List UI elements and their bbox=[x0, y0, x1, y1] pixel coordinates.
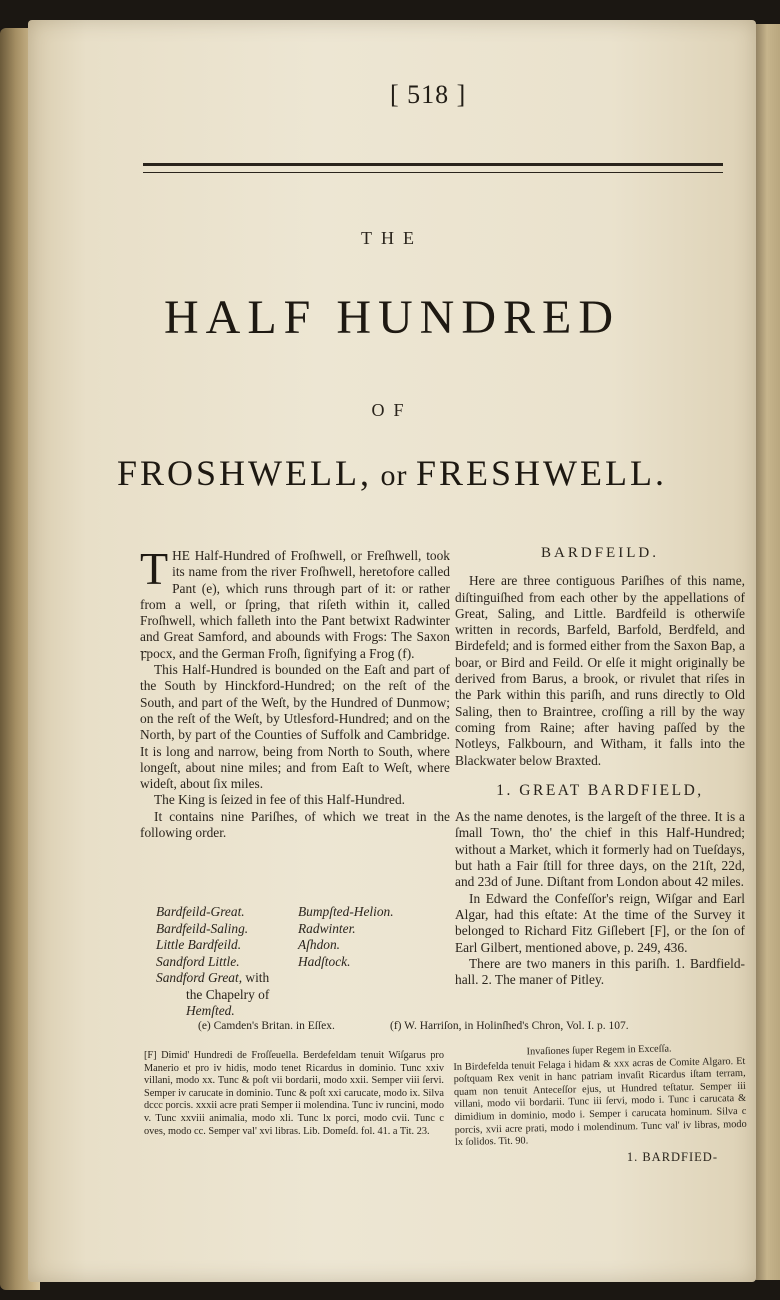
parish-item: Bardfeild-Saling. bbox=[156, 920, 249, 936]
domesday-note-left-text: [F] Dimid' Hundredi de Froſſeuella. Berdefeldam tenuit Wiſgarus pro Manerio et pro iv hidis, modo tenet Ricardus in dominio. Tunc xxiv villani, modo xx. Tunc & poſt vii bordarii, modo xxii. Semper viii ſervi. Semper iv carucate in dominio. Tunc & poſt xxi carucate, modo ix. Silva dccc porcis. xxxii acre prati Semper ii molendina. Tunc iv runcini, modo v. Tunc xxviii animalia, modo xli. Tunc lx porci, modo cvii. Tunc c oves, modo cc. Semper val' xvi libras. Lib. Domeſd. fol. 41. a Tit. 23. bbox=[144, 1050, 444, 1137]
parish-item: Hadſtock. bbox=[298, 953, 351, 969]
parish-item-name: Sandford Great, bbox=[156, 970, 243, 985]
title-main: HALF HUNDRED bbox=[164, 291, 620, 344]
parish-item: Bardfeild-Great. bbox=[156, 904, 245, 919]
domesday-note-right-text: In Birdefelda tenuit Felaga i hidam & xxx acras de Comite Algaro. Et poſtquam Rex venit in hanc patriam invaſit Ricardus iſtam terram, quam non tenuit Anteceſſor ejus, ut Hundred teſtatur. Semper iii villani, modo vii bordarii. Tunc iii ſervi, modo i. Tunc i carucata & dimidium in dominio, modo i. Semper i carucata hominum. Silva c porcis, xvii acre prati, modo i molendinum. Tunc val' iv libras, modo lx ſolidos. Tit. 90. bbox=[453, 1055, 747, 1149]
parishes-paragraph: It contains nine Pariſhes, of which we treat in the following order. bbox=[140, 808, 450, 841]
drop-cap: T bbox=[140, 543, 169, 594]
maners-paragraph: There are two maners in this pariſh. 1. Bardfield-hall. 2. The maner of Pitley. bbox=[455, 955, 745, 988]
domesday-note-left bbox=[144, 1050, 444, 1138]
title-froshwell: FROSHWELL, bbox=[117, 453, 372, 493]
section-heading-great-bardfield: 1. GREAT BARDFIELD, bbox=[496, 781, 704, 799]
section-heading-bardfeild: BARDFEILD. bbox=[541, 545, 659, 561]
parish-item-cont: Hemſted. bbox=[186, 1003, 235, 1018]
title-of: OF bbox=[371, 400, 413, 420]
intro-paragraph bbox=[140, 543, 450, 662]
title-the: THE bbox=[361, 228, 423, 248]
bounds-paragraph: This Half-Hundred is bounded on the Eaſt and part of the South by Hinckford-Hundred; on the reſt of the South, and part of the Weſt, by the Hundred of Dunmow; on the reſt of the Weſt, by Utlesford-Hundred; and on the North, by part of the Counties of Suffolk and Cambridge. It is long and narrow, being from North to South, where longeſt, about nine miles; and from Eaſt to Weſt, where wideſt, about ſix miles. bbox=[140, 662, 450, 792]
parish-item-cont: the Chapelry of bbox=[186, 986, 270, 1002]
domesday-note-right bbox=[453, 1042, 747, 1150]
great-bardfield-paragraph: As the name denotes, is the largeſt of the three. It is a ſmall Town, tho' the chief in this Half-Hundred; without a Market, which it formerly had on Tueſdays, but hath a Fair ſtill for three days, on the 21ſt, 22d, and 23d of June. Diſtant from London about 42 miles. bbox=[455, 809, 745, 890]
page-number: [ 518 ] bbox=[390, 80, 467, 109]
parish-item: Little Bardfeild. bbox=[156, 937, 242, 952]
confessor-paragraph: In Edward the Confeſſor's reign, Wiſgar and Earl Algar, had this eſtate: At the time of the Survey it belonged to Richard Fitz Giſlebert [F], or the ſon of Earl Gilbert, mentioned above, p. 249, 436. bbox=[455, 890, 745, 955]
title-or: or bbox=[372, 459, 416, 492]
catchword: 1. BARDFIED- bbox=[626, 1150, 718, 1164]
footnote-f: (f) W. Harriſon, in Holinſhed's Chron, Vol. I. p. 107. bbox=[390, 1020, 629, 1032]
parish-item: Bumpſted-Helion. bbox=[298, 904, 394, 919]
domesday-note-right-heading: Invaſiones ſuper Regem in Exceſſa. bbox=[526, 1043, 672, 1058]
parish-item-with: with bbox=[242, 970, 270, 985]
intro-text: HE Half-Hundred of Froſhwell, or Freſhwell, took its name from the river Froſhwell, heretofore called Pant (e), which runs through part of it: or rather from a well, or ſpring, that riſeth within it, called Froſhwell, which falleth into the Pant betwixt Radwinter and Great Samford, and abounds with Frogs: The Saxon ꝼpocx, and the German Froſh, ſignifying a Frog (f). bbox=[140, 548, 450, 661]
bardfeild-paragraph: Here are three contiguous Pariſhes of this name, diſtinguiſhed from each other by the appellations of Great, Saling, and Little. Bardfeild is otherwiſe written in records, Barfeld, Barfold, Berdfeld, and Birdefeld; and is formed either from the Saxon Bap, a boar, or Bird and Feild. Or elſe it might originally be derived from Barus, a brook, or rivulet that riſes in the Park within this pariſh, and runs directly to Old Saling, then to Braintree, croſſing a rill by the way coming from Raine; after having paſſed by the Notleys, Falkbourn, and Witham, it falls into the Blackwater below Braxted. bbox=[455, 573, 745, 768]
parish-item: Radwinter. bbox=[298, 920, 356, 936]
page-stack-right bbox=[754, 24, 780, 1280]
footnote-e: (e) Camden's Britan. in Eſſex. bbox=[198, 1020, 335, 1032]
parish-item bbox=[156, 970, 306, 987]
header-rule-thin bbox=[143, 172, 723, 173]
parish-item: Sandford Little. bbox=[156, 953, 240, 969]
title-subtitle bbox=[28, 452, 756, 494]
left-column bbox=[140, 543, 450, 841]
parish-list-col1 bbox=[156, 904, 306, 1020]
parish-item: Aſhdon. bbox=[298, 937, 341, 952]
book-page bbox=[28, 20, 756, 1282]
title-freshwell: FRESHWELL. bbox=[416, 453, 667, 493]
right-column bbox=[455, 545, 745, 988]
header-rule-thick bbox=[143, 163, 723, 166]
king-paragraph: The King is ſeized in fee of this Half-Hundred. bbox=[154, 792, 405, 808]
parish-list-col2 bbox=[298, 904, 428, 970]
